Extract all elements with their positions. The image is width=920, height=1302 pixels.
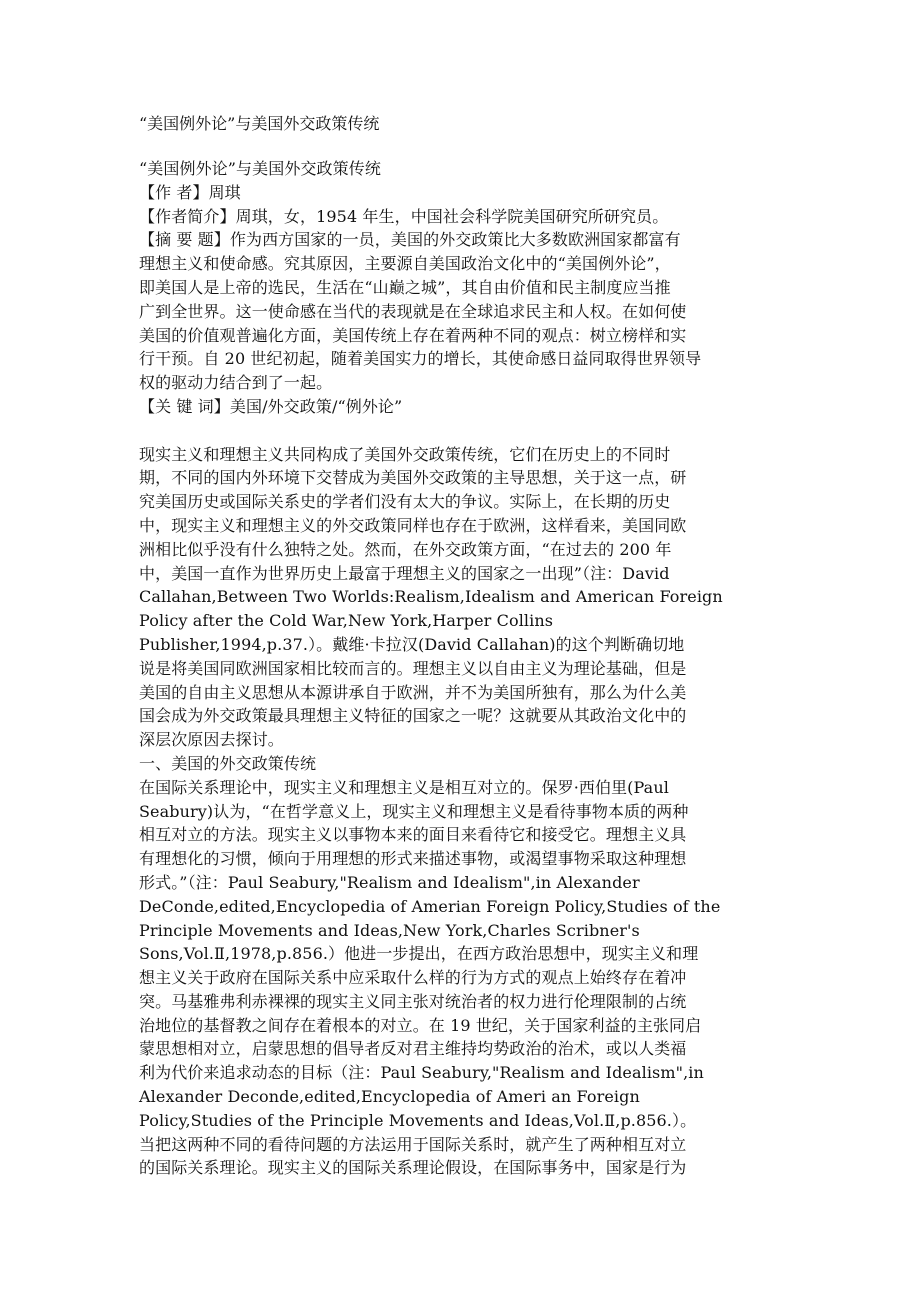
text-line: 广到全世界。这一使命感在当代的表现就是在全球追求民主和人权。在如何使 (139, 301, 687, 321)
text-line: 有理想化的习惯，倾向于用理想的形式来描述事物，或渴望事物采取这种理想 (139, 849, 687, 869)
document-title: “美国例外论”与美国外交政策传统 (139, 114, 380, 133)
document-body (139, 157, 789, 1180)
text-line: 中，现实主义和理想主义的外交政策同样也存在于欧洲，这样看来，美国同欧 (139, 515, 687, 535)
text-line: 利为代价来追求动态的目标（注：Paul Seabury,"Realism and Idealism",in (139, 1063, 704, 1083)
text-line: 现实主义和理想主义共同构成了美国外交政策传统，它们在历史上的不同时 (139, 444, 671, 464)
text-line: 想主义关于政府在国际关系中应采取什么样的行为方式的观点上始终存在着冲 (139, 968, 687, 988)
text-line: 【作者简介】周琪，女，1954 年生，中国社会科学院美国研究所研究员。 (139, 206, 669, 226)
text-line: 【作 者】周琪 (139, 182, 241, 202)
text-line: 美国的价值观普遍化方面，美国传统上存在着两种不同的观点：树立榜样和实 (139, 325, 687, 345)
text-line: 说是将美国同欧洲国家相比较而言的。理想主义以自由主义为理论基础，但是 (139, 658, 687, 678)
text-line: 蒙思想相对立，启蒙思想的倡导者反对君主维持均势政治的治术，或以人类福 (139, 1039, 687, 1059)
text-line: Policy after the Cold War,New York,Harper Collins (139, 611, 554, 631)
text-line: Principle Movements and Ideas,New York,Charles Scribner's (139, 920, 640, 940)
text-line: 相互对立的方法。现实主义以事物本来的面目来看待它和接受它。理想主义具 (139, 825, 687, 845)
text-line: 理想主义和使命感。究其原因，主要源自美国政治文化中的“美国例外论”， (139, 254, 671, 274)
text-line: Callahan,Between Two Worlds:Realism,Idealism and American Foreign (139, 587, 723, 607)
text-line: 即美国人是上帝的选民，生活在“山巅之城”，其自由价值和民主制度应当推 (139, 277, 671, 297)
text-line: “美国例外论”与美国外交政策传统 (139, 159, 381, 178)
text-line: Seabury)认为，“在哲学意义上，现实主义和理想主义是看待事物本质的两种 (139, 801, 689, 821)
text-line: 深层次原因去探讨。 (139, 730, 284, 750)
text-line: 一、美国的外交政策传统 (139, 753, 317, 773)
text-line: Alexander Deconde,edited,Encyclopedia of Ameri an Foreign (139, 1087, 640, 1107)
text-line: 当把这两种不同的看待问题的方法运用于国际关系时，就产生了两种相互对立 (139, 1134, 687, 1154)
text-line: Sons,Vol.Ⅱ,1978,p.856.）他进一步提出，在西方政治思想中，现实主义和理 (139, 944, 699, 964)
text-line: 行干预。自 20 世纪初起，随着美国实力的增长，其使命感日益同取得世界领导 (139, 349, 702, 369)
text-line: 【关 键 词】美国/外交政策/“例外论” (139, 396, 403, 416)
text-line: 形式。”（注：Paul Seabury,"Realism and Idealism",in Alexander (139, 872, 640, 892)
text-line: 治地位的基督教之间存在着根本的对立。在 19 世纪，关于国家利益的主张同启 (139, 1015, 702, 1035)
text-line: Publisher,1994,p.37.）。戴维·卡拉汉(David Callahan)的这个判断确切地 (139, 634, 685, 654)
text-line: Policy,Studies of the Principle Movements and Ideas,Vol.Ⅱ,p.856.）。 (139, 1110, 697, 1130)
text-line: 究美国历史或国际关系史的学者们没有太大的争议。实际上，在长期的历史 (139, 492, 671, 512)
blank-line (139, 419, 789, 443)
text-line: 美国的自由主义思想从本源讲承自于欧洲，并不为美国所独有，那么为什么美 (139, 682, 687, 702)
text-line: 在国际关系理论中，现实主义和理想主义是相互对立的。保罗·西伯里(Paul (139, 777, 669, 797)
text-line: 洲相比似乎没有什么独特之处。然而，在外交政策方面，“在过去的 200 年 (139, 539, 672, 559)
text-line: 中，美国一直作为世界历史上最富于理想主义的国家之一出现”（注：David (139, 563, 670, 583)
text-line: 的国际关系理论。现实主义的国际关系理论假设，在国际事务中，国家是行为 (139, 1158, 687, 1178)
text-line: 【摘 要 题】作为西方国家的一员，美国的外交政策比大多数欧洲国家都富有 (139, 230, 681, 250)
text-line: 国会成为外交政策最具理想主义特征的国家之一呢？这就要从其政治文化中的 (139, 706, 687, 726)
text-line: DeConde,edited,Encyclopedia of Amerian Foreign Policy,Studies of the (139, 896, 721, 916)
text-line: 权的驱动力结合到了一起。 (139, 373, 333, 393)
text-line: 突。马基雅弗利赤裸裸的现实主义同主张对统治者的权力进行伦理限制的占统 (139, 991, 687, 1011)
text-line: 期，不同的国内外环境下交替成为美国外交政策的主导思想，关于这一点，研 (139, 468, 687, 488)
